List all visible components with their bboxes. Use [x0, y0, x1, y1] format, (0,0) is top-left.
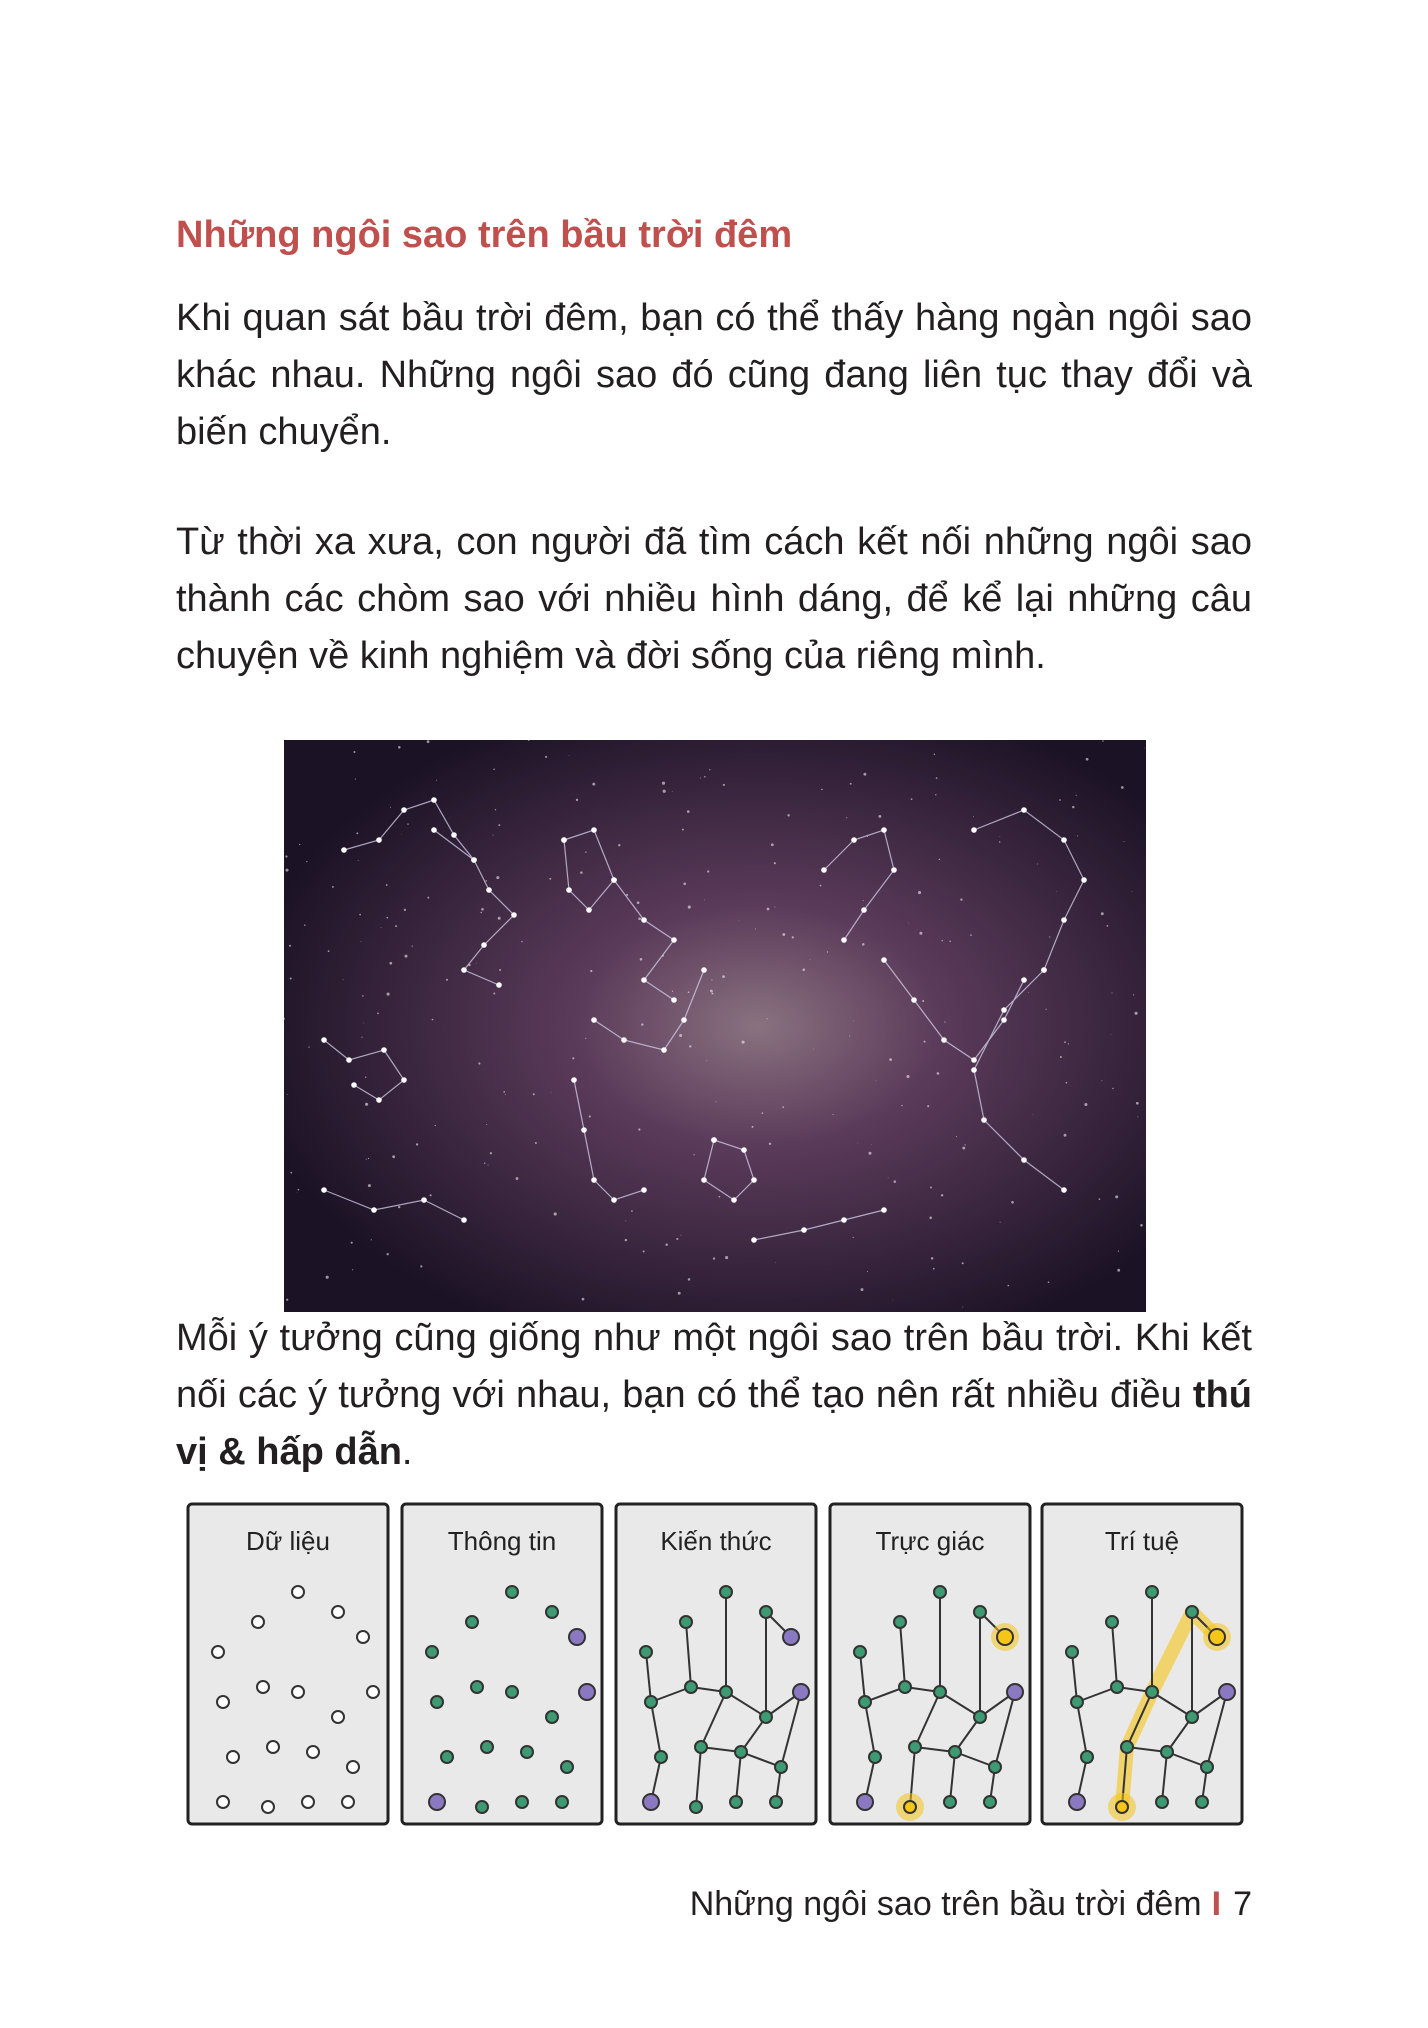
panel-knowledge	[616, 1504, 816, 1824]
panel-insight	[830, 1504, 1030, 1824]
panel-label-information: Thông tin	[447, 1526, 557, 1556]
paragraph-2: Từ thời xa xưa, con người đã tìm cách kết nối những ngôi sao thành các chòm sao với nhiều hình dáng, để kể lại những câu chuyện về kinh nghiệm và đời sống của riêng mình.	[176, 521, 1252, 677]
page-footer	[690, 1885, 1252, 1924]
panel-data	[188, 1504, 388, 1824]
page-number: 7	[1233, 1885, 1252, 1923]
dikw-panels	[186, 1502, 1244, 1832]
panel-wisdom	[1042, 1504, 1242, 1824]
paragraph-1: Khi quan sát bầu trời đêm, bạn có thể thấy hàng ngàn ngôi sao khác nhau. Những ngôi sao đó cũng đang liên tục thay đổi và biến chuyển.	[176, 297, 1252, 453]
panel-label-knowledge: Kiến thức	[660, 1526, 772, 1556]
paragraph-3-end: .	[401, 1431, 413, 1473]
footer-title: Những ngôi sao trên bầu trời đêm	[689, 1885, 1202, 1923]
paragraph-3-text: Mỗi ý tưởng cũng giống như một ngôi sao trên bầu trời. Khi kết nối các ý tưởng với nhau, bạn có thể tạo nên rất nhiều điều	[176, 1317, 1252, 1416]
panel-label-wisdom: Trí tuệ	[1104, 1526, 1180, 1556]
paragraph-3	[176, 1310, 1252, 1481]
panel-information	[402, 1504, 602, 1824]
paragraph-3-bold: thú vị & hấp dẫn	[176, 1374, 1252, 1473]
page-heading: Những ngôi sao trên bầu trời đêm	[176, 214, 793, 256]
constellation-photo	[284, 740, 1146, 1312]
panel-label-insight: Trực giác	[875, 1526, 985, 1556]
panel-label-data: Dữ liệu	[246, 1526, 330, 1556]
footer-separator: I	[1211, 1885, 1222, 1923]
